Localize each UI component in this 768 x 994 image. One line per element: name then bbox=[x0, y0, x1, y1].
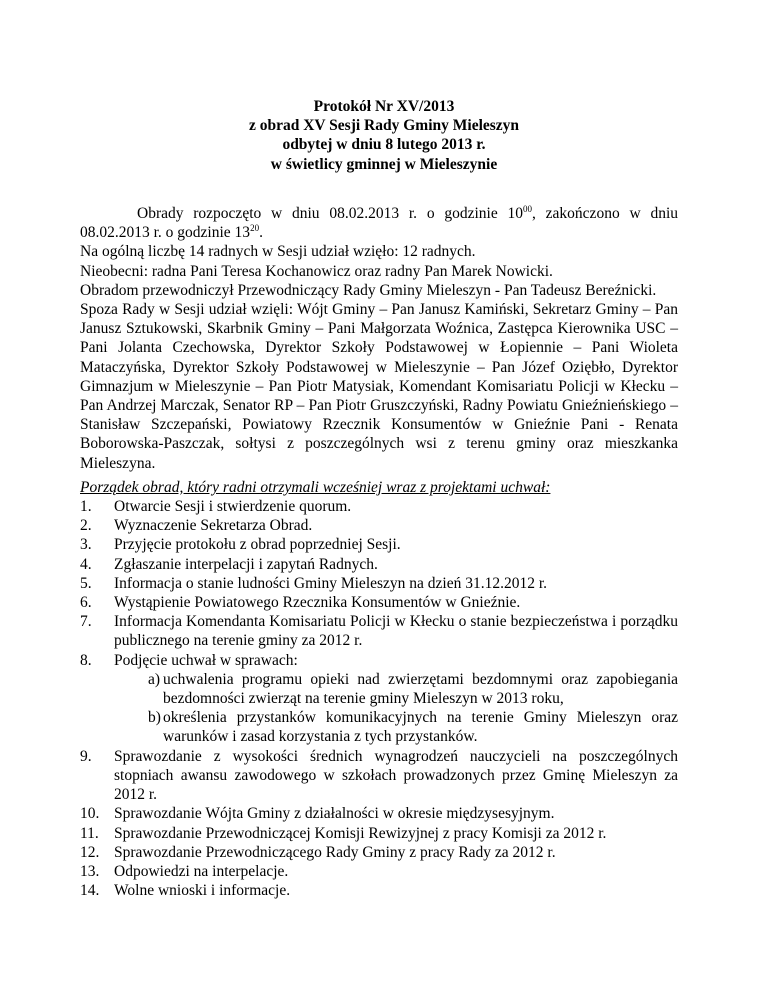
agenda-item-text: Sprawozdanie Przewodniczącej Komisji Rewizyjnej z pracy Komisji za 2012 r. bbox=[114, 824, 607, 842]
agenda-subitem-number: a) bbox=[148, 670, 161, 688]
agenda-item-number: 1. bbox=[80, 498, 92, 516]
agenda-subitem-number: b) bbox=[148, 709, 161, 727]
agenda-item-number: 4. bbox=[80, 555, 92, 573]
agenda-item-number: 13. bbox=[80, 862, 100, 880]
agenda-sublist bbox=[114, 670, 678, 747]
agenda-item-text: Wystąpienie Powiatowego Rzecznika Konsumentów w Gnieźnie. bbox=[114, 594, 521, 612]
agenda-item bbox=[80, 862, 678, 881]
agenda-item-text: Informacja o stanie ludności Gminy Mieleszyn na dzień 31.12.2012 r. bbox=[114, 574, 548, 592]
agenda-subitem-wrap bbox=[148, 708, 678, 746]
end-minutes: 20 bbox=[250, 223, 260, 234]
title-line-3: odbytej w dniu 8 lutego 2013 r. bbox=[282, 136, 486, 154]
agenda-subitems bbox=[80, 670, 678, 747]
agenda-item bbox=[80, 574, 678, 593]
agenda-item-number: 6. bbox=[80, 594, 92, 612]
agenda-item-text: Wolne wnioski i informacje. bbox=[114, 882, 291, 900]
agenda-item-text: Przyjęcie protokołu z obrad poprzedniej Sesji. bbox=[114, 536, 401, 554]
agenda-item-number: 9. bbox=[80, 747, 92, 765]
agenda-item bbox=[80, 497, 678, 516]
agenda-subitem-wrap bbox=[148, 670, 678, 708]
agenda-item-text: Zgłaszanie interpelacji i zapytań Radnych. bbox=[114, 555, 378, 573]
agenda-item-number: 2. bbox=[80, 517, 92, 535]
agenda-item-text: Odpowiedzi na interpelacje. bbox=[114, 862, 289, 880]
absent-paragraph: Nieobecni: radna Pani Teresa Kochanowicz oraz radny Pan Marek Nowicki. bbox=[80, 262, 553, 280]
agenda-item-text: Sprawozdanie z wysokości średnich wynagrodzeń nauczycieli na poszczególnych stopniach awansu zawodowego w szkołach prowadzonych przez Gminę Mieleszyn za 2012 r. bbox=[114, 747, 678, 804]
agenda-item-number: 8. bbox=[80, 651, 92, 669]
agenda-item bbox=[80, 555, 678, 574]
agenda-item-number: 14. bbox=[80, 882, 100, 900]
agenda-item bbox=[80, 881, 678, 900]
agenda-item-text: Wyznaczenie Sekretarza Obrad. bbox=[114, 517, 313, 535]
agenda-item-text: Otwarcie Sesji i stwierdzenie quorum. bbox=[114, 498, 352, 516]
agenda-item bbox=[80, 651, 678, 670]
chair-paragraph: Obradom przewodniczył Przewodniczący Rady Gminy Mieleszyn - Pan Tadeusz Bereźnicki. bbox=[80, 281, 657, 299]
agenda-item-number: 7. bbox=[80, 613, 92, 631]
agenda-item bbox=[80, 535, 678, 554]
session-times-text-b: , zakończono w dniu 08.02.2013 r. o godzinie 13 bbox=[80, 205, 678, 242]
agenda-item bbox=[80, 612, 678, 650]
agenda-item bbox=[80, 824, 678, 843]
document-title bbox=[0, 97, 768, 174]
session-times-text-c: . bbox=[259, 224, 263, 242]
agenda-item bbox=[80, 516, 678, 535]
agenda-item-number: 12. bbox=[80, 843, 100, 861]
agenda-item bbox=[80, 593, 678, 612]
guests-paragraph: Spoza Rady w Sesji udział wzięli: Wójt Gminy – Pan Janusz Kamiński, Sekretarz Gminy – Pan Janusz Sztukowski, Skarbnik Gminy – Pani Małgorzata Woźnica, Zastępca Kierownika USC – Pani Jolanta Czechowska, Dyrektor Szkoły Podstawowej w Łopiennie – Pani Wioleta Mataczyńska, Dyrektor Szkoły Podstawowej w Mieleszynie – Pan Józef Oziębło, Dyrektor Gimnazjum w Mieleszynie – Pan Piotr Matysiak, Komendant Komisariatu Policji w Kłecku – Pan Andrzej Marczak, Senator RP – Pan Piotr Gruszczyński, Radny Powiatu Gnieźnieńskiego – Stanisław Szczepański, Powiatowy Rzecznik Konsumentów w Gnieźnie Pani - Renata Boborowska-Paszczak, sołtysi z poszczególnych wsi z terenu gminy oraz mieszkanka Mieleszyna. bbox=[80, 301, 678, 472]
start-minutes: 00 bbox=[523, 204, 533, 214]
agenda-item-number: 11. bbox=[80, 824, 99, 842]
title-line-4: w świetlicy gminnej w Mieleszynie bbox=[270, 155, 498, 173]
title-line-2: z obrad XV Sesji Rady Gminy Mieleszyn bbox=[248, 117, 520, 135]
agenda-subitem-text: uchwalenia programu opieki nad zwierzętami bezdomnymi oraz zapobiegania bezdomności zwierząt na terenie gminy Mieleszyn w 2013 roku, bbox=[163, 670, 678, 708]
agenda-item-text: Sprawozdanie Przewodniczącego Rady Gminy z pracy Rady za 2012 r. bbox=[114, 843, 556, 861]
agenda-subitem bbox=[114, 708, 678, 746]
agenda-item bbox=[80, 804, 678, 823]
agenda-list bbox=[80, 497, 678, 900]
agenda-subitem bbox=[114, 670, 678, 708]
agenda-item bbox=[80, 843, 678, 862]
agenda-item-text: Informacja Komendanta Komisariatu Policji w Kłecku o stanie bezpieczeństwa i porządku publicznego na terenie gminy za 2012 r. bbox=[114, 613, 678, 650]
session-times-paragraph bbox=[80, 204, 678, 242]
agenda-item-number: 5. bbox=[80, 574, 92, 592]
attendance-paragraph: Na ogólną liczbę 14 radnych w Sesji udział wzięło: 12 radnych. bbox=[80, 243, 476, 261]
agenda-item-number: 10. bbox=[80, 805, 100, 823]
agenda-item-text: Sprawozdanie Wójta Gminy z działalności w okresie międzysesyjnym. bbox=[114, 805, 555, 823]
title-line-1: Protokół Nr XV/2013 bbox=[313, 98, 455, 115]
agenda-item bbox=[80, 747, 678, 805]
document-body bbox=[80, 204, 678, 900]
agenda-title: Porządek obrad, który radni otrzymali wcześniej wraz z projektami uchwał: bbox=[80, 478, 551, 496]
agenda-subitem-text: określenia przystanków komunikacyjnych na terenie Gminy Mieleszyn oraz warunków i zasad korzystania z tych przystanków. bbox=[163, 709, 678, 746]
session-times-text-a: Obrady rozpoczęto w dniu 08.02.2013 r. o godzinie 10 bbox=[137, 205, 524, 222]
agenda-item-text: Podjęcie uchwał w sprawach: bbox=[114, 651, 298, 669]
agenda-item-number: 3. bbox=[80, 536, 92, 554]
